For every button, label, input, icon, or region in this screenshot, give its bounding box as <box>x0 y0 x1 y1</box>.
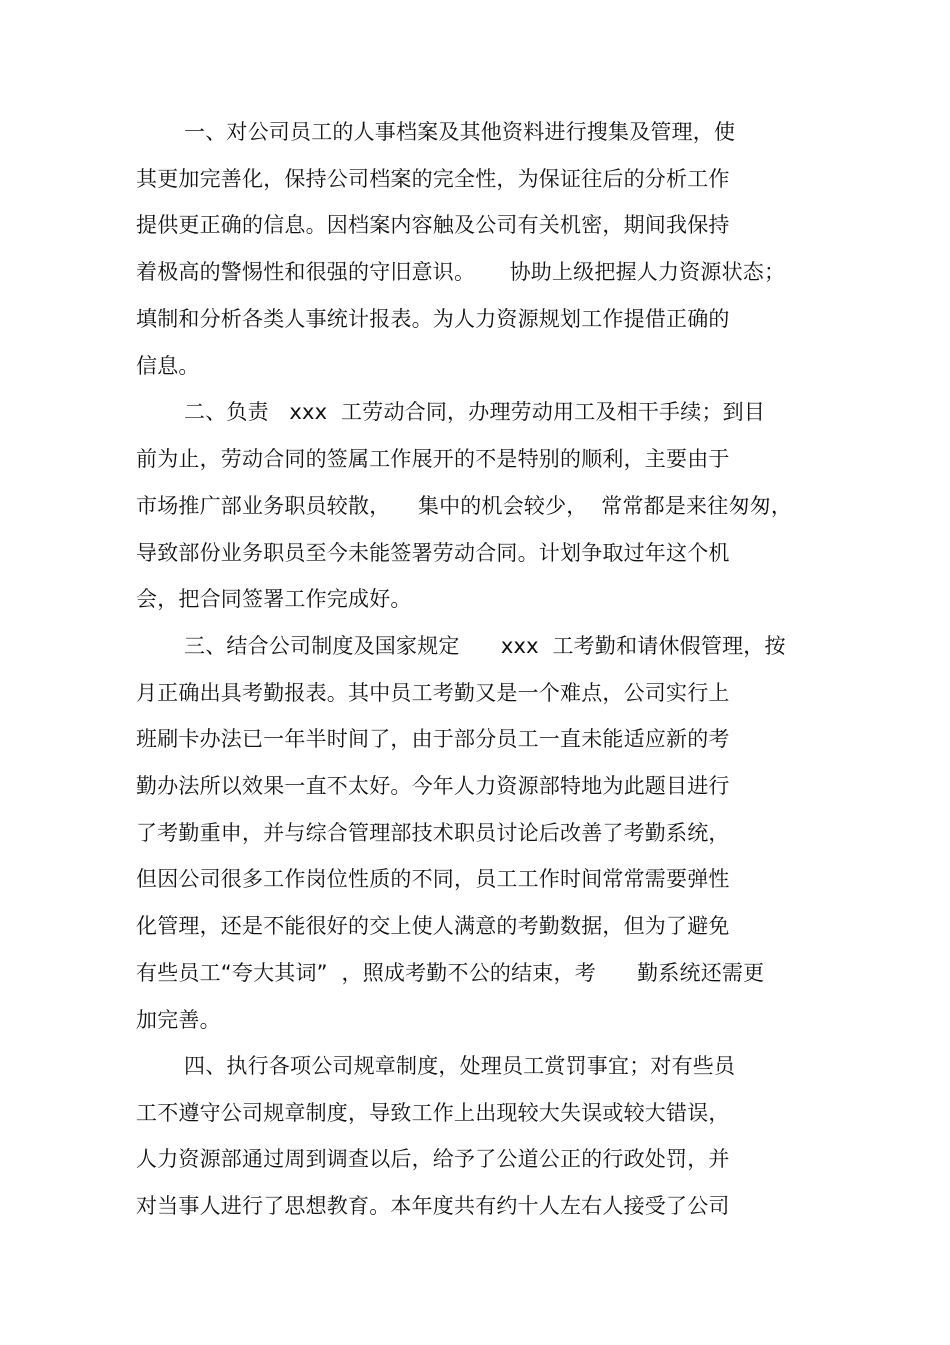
paragraph-2-line-3: 市场推广部业务职员较散， 集中的机会较少， 常常都是来往匆匆， <box>136 494 793 518</box>
paragraph-1-line-6: 信息。 <box>136 354 200 378</box>
paragraph-3-line-5: 了考勤重申，并与综合管理部技术职员讨论后改善了考勤系统， <box>136 821 730 845</box>
paragraph-3-line-7: 化管理，还是不能很好的交上使人满意的考勤数据，但为了避免 <box>136 914 730 938</box>
paragraph-1-line-2: 其更加完善化，保持公司档案的完全性，为保证往后的分析工作 <box>136 167 730 191</box>
paragraph-3-line-4: 勤办法所以效果一直不太好。今年人力资源部特地为此题目进行 <box>136 774 730 798</box>
paragraph-2-line-1: 二、负责 xxx 工劳动合同，办理劳动用工及相干手续；到目 <box>184 400 766 424</box>
paragraph-3-line-6: 但因公司很多工作岗位性质的不同，员工工作时间常常需要弹性 <box>136 867 730 891</box>
paragraph-3-line-9: 加完善。 <box>136 1008 221 1032</box>
paragraph-1-line-3: 提供更正确的信息。因档案内容触及公司有关机密，期间我保持 <box>136 213 730 237</box>
paragraph-3-line-1: 三、结合公司制度及国家规定 xxx 工考勤和请休假管理，按 <box>184 634 786 658</box>
paragraph-3-line-2: 月正确出具考勤报表。其中员工考勤又是一个难点，公司实行上 <box>136 681 730 705</box>
paragraph-2-line-4: 导致部份业务职员至今未能签署劳动合同。计划争取过年这个机 <box>136 541 730 565</box>
paragraph-4-line-4: 对当事人进行了思想教育。本年度共有约十人左右人接受了公司 <box>136 1194 730 1218</box>
paragraph-1-line-1: 一、对公司员工的人事档案及其他资料进行搜集及管理，使 <box>184 120 736 144</box>
paragraph-4-line-3: 人力资源部通过周到调查以后，给予了公道公正的行政处罚，并 <box>136 1147 730 1171</box>
paragraph-2-line-2: 前为止，劳动合同的签属工作展开的不是特别的顺利，主要由于 <box>136 447 730 471</box>
paragraph-3-line-3: 班刷卡办法已一年半时间了，由于部分员工一直未能适应新的考 <box>136 727 730 751</box>
paragraph-4-line-2: 工不遵守公司规章制度，导致工作上出现较大失误或较大错误， <box>136 1101 730 1125</box>
paragraph-1-line-5: 填制和分析各类人事统计报表。为人力资源规划工作提借正确的 <box>136 307 730 331</box>
paragraph-1-line-4: 着极高的警惕性和很强的守旧意识。 协助上级把握人力资源状态； <box>136 260 786 284</box>
paragraph-3-line-8: 有些员工“夸大其词” ，照成考勤不公的结束，考 勤系统还需更 <box>136 961 765 985</box>
paragraph-4-line-1: 四、执行各项公司规章制度，处理员工赏罚事宜；对有些员 <box>184 1054 736 1078</box>
paragraph-2-line-5: 会，把合同签署工作完成好。 <box>136 587 412 611</box>
